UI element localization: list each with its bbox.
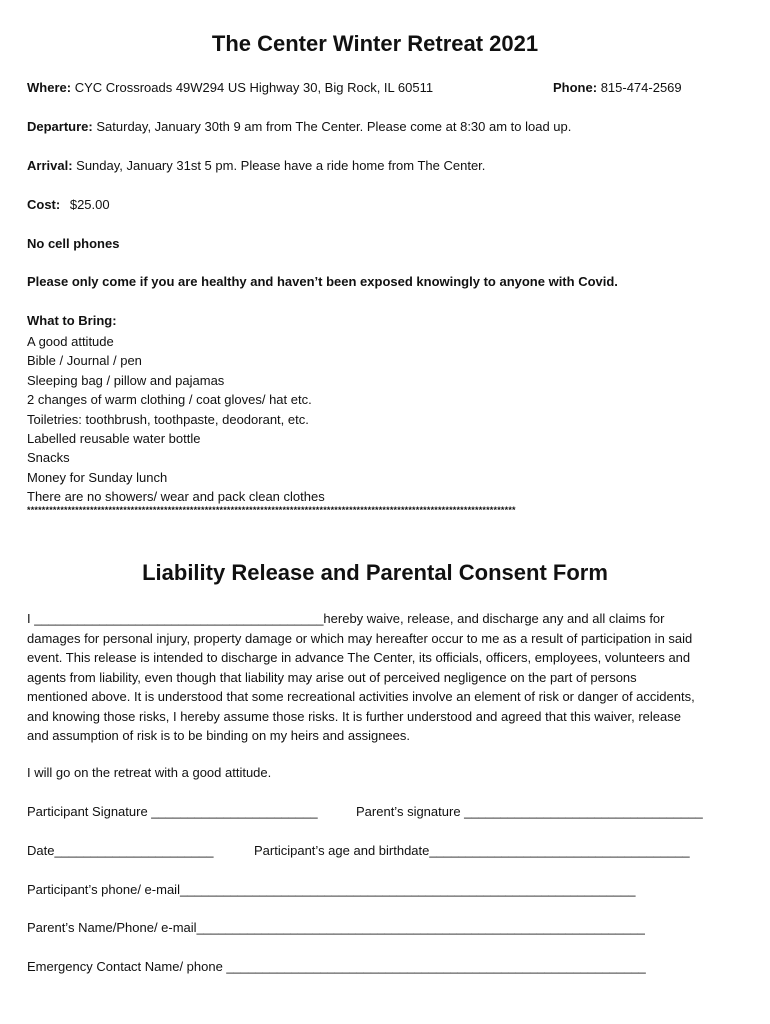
emergency-contact-field[interactable]: Emergency Contact Name/ phone __________________________________________________________ [27,959,646,974]
release-line: event. This release is intended to discharge in advance The Center, its officials, officers, employees, volunteers and [27,650,691,665]
phone-value: 815-474-2569 [600,80,682,95]
date-field[interactable]: Date______________________ [27,843,214,858]
attitude-statement: I will go on the retreat with a good attitude. [27,765,272,780]
cost-value: $25.00 [69,197,110,212]
health-notice: Please only come if you are healthy and haven’t been exposed knowingly to anyone with Covid. [27,274,618,289]
phone-label: Phone: [553,80,598,95]
list-item: Sleeping bag / pillow and pajamas [27,372,225,388]
list-item: Snacks [27,450,70,466]
age-birthdate-field[interactable]: Participant’s age and birthdate____________________________________ [254,843,690,858]
release-line: damages for personal injury, property damage or which may hereafter occur to me as a result of participation in said [27,630,693,646]
asterisk-separator: ************************************************************************************************************************************ [27,505,516,515]
parent-signature-field[interactable]: Parent’s signature _________________________________ [356,804,703,819]
list-item: Money for Sunday lunch [27,469,168,485]
departure-value: Saturday, January 30th 9 am from The Center. Please come at 8:30 am to load up. [96,119,572,134]
departure-line [27,119,571,135]
release-line: and knowing those risks, I hereby assume those risks. It is further understood and agreed that this waiver, release [27,708,681,724]
list-item: There are no showers/ wear and pack clean clothes [27,489,325,505]
departure-label: Departure: [27,119,93,134]
cost-line [27,197,110,213]
list-item: A good attitude [27,334,114,349]
phone-line [553,80,682,95]
parent-name-phone-email-field[interactable]: Parent’s Name/Phone/ e-mail______________________________________________________________ [27,920,645,935]
page-title: The Center Winter Retreat 2021 [211,31,539,56]
release-line: mentioned above. It is understood that some recreational activities involve an element of risk or danger of accidents, [27,689,695,704]
arrival-line [27,158,485,174]
list-item: 2 changes of warm clothing / coat gloves/ hat etc. [27,392,312,408]
bring-list [27,332,325,507]
list-item: Labelled reusable water bottle [27,431,201,447]
release-paragraph [27,609,743,746]
arrival-label: Arrival: [27,158,73,173]
cost-label: Cost: [27,197,61,212]
release-title: Liability Release and Parental Consent Form [142,560,608,585]
list-item: Bible / Journal / pen [27,353,142,369]
release-line: agents from liability, even though that liability may arise out of perceived negligence on the part of persons [27,669,637,685]
participant-phone-email-field[interactable]: Participant’s phone/ e-mail_______________________________________________________________ [27,882,636,897]
release-line: and assumption of risk is to be binding on my heirs and assignees. [27,728,410,743]
release-line: I ________________________________________hereby waive, release, and discharge any and all claims for [27,611,665,626]
where-line [27,80,433,96]
participant-signature-field[interactable]: Participant Signature _______________________ [27,804,318,819]
arrival-value: Sunday, January 31st 5 pm. Please have a ride home from The Center. [76,158,486,173]
list-item: Toiletries: toothbrush, toothpaste, deodorant, etc. [27,411,309,427]
where-value: CYC Crossroads 49W294 US Highway 30, Big Rock, IL 60511 [74,80,434,95]
bring-heading: What to Bring: [27,313,117,328]
no-phones-notice: No cell phones [27,236,120,251]
where-label: Where: [27,80,72,95]
